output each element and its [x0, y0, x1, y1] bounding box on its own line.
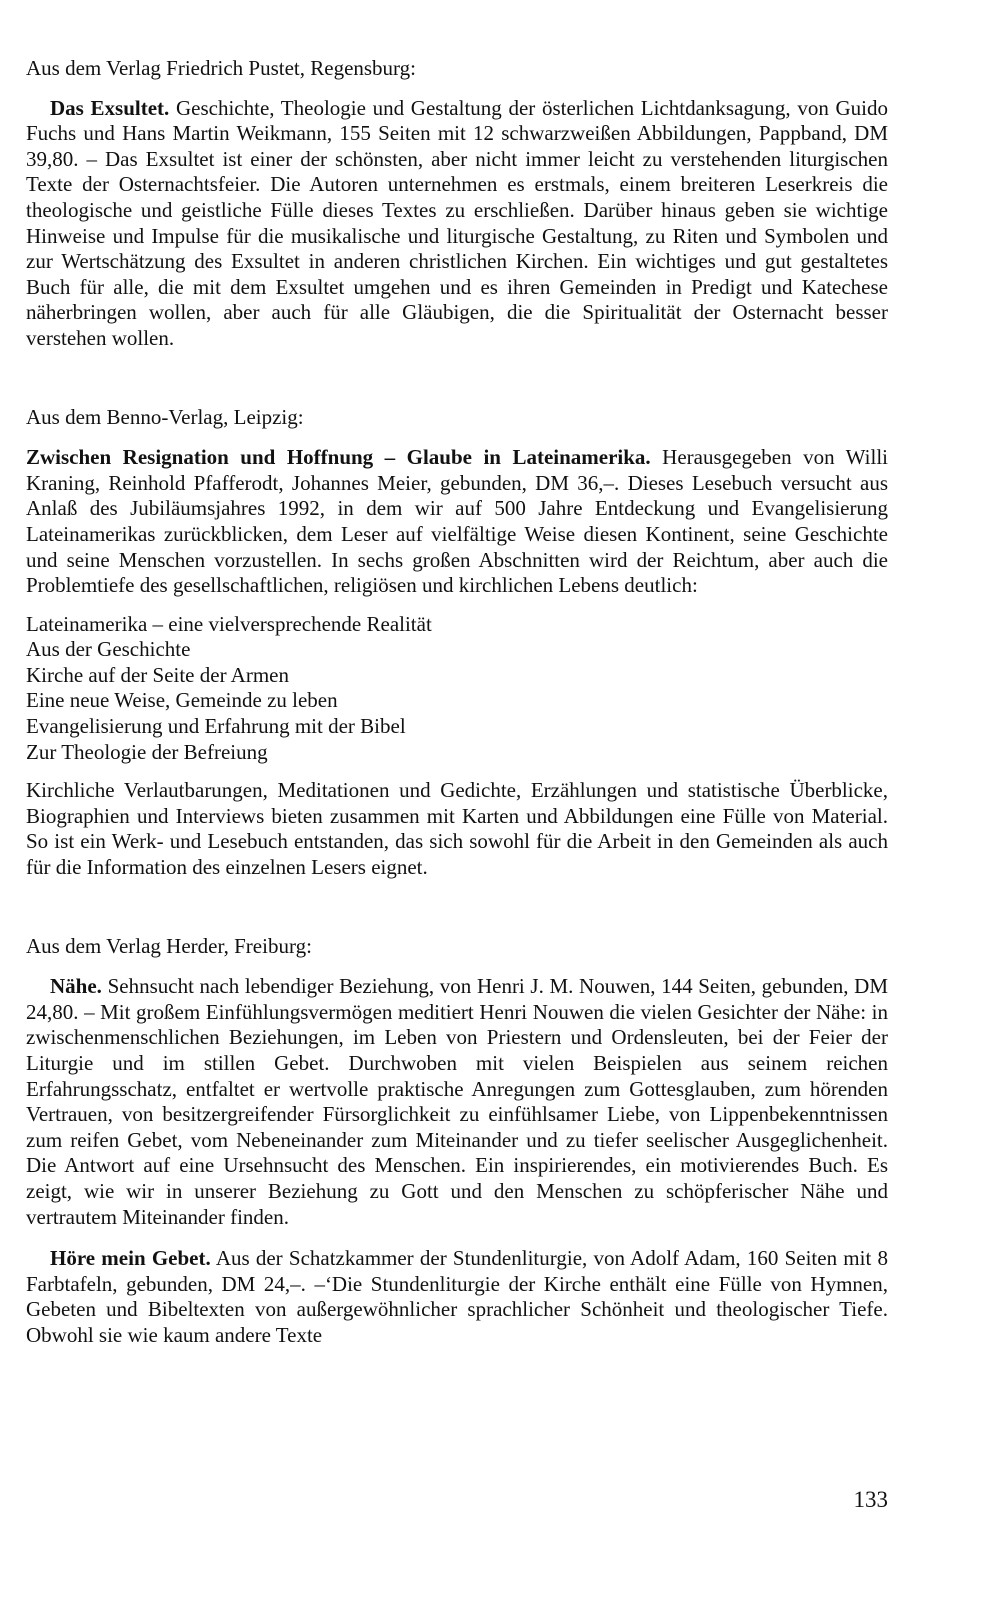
chapter-item: Eine neue Weise, Gemeinde zu leben [26, 688, 338, 713]
book-entry-naehe [26, 974, 888, 1230]
book-title-naehe: Nähe. [50, 974, 102, 999]
book-entry-exsultet [26, 96, 888, 352]
chapter-item: Evangelisierung und Erfahrung mit der Bibel [26, 714, 406, 739]
page-content [26, 56, 888, 1349]
closing-paragraph-lateinamerika: Kirchliche Verlautbarungen, Meditationen und Gedichte, Erzählungen und statistische Überblicke, Biographien und Interviews bieten zusammen mit Karten und Abbildungen eine Fülle von Material. So ist ein Werk- und Lesebuch entstanden, das sich sowohl für die Arbeit in den Gemeinden als auch für die Information des einzelnen Lesers eignet. [26, 778, 888, 880]
publisher-heading-pustet: Aus dem Verlag Friedrich Pustet, Regensburg: [26, 56, 417, 80]
page-number: 133 [853, 1487, 888, 1512]
chapter-item: Zur Theologie der Befreiung [26, 739, 268, 764]
book-description-hoere-mein-gebet: Aus der Schatzkammer der Stundenliturgie, von Adolf Adam, 160 Seiten mit 8 Farbtafeln, gebunden, DM 24,–. –‘Die Stundenliturgie der Kirche enthält eine Fülle von Hymnen, Gebeten und Bibeltexten von außergewöhnlicher sprachlicher Schönheit und theologischer Tiefe. Obwohl sie wie kaum andere Texte [26, 1246, 888, 1347]
book-description-naehe: Sehnsucht nach lebendiger Beziehung, von Henri J. M. Nouwen, 144 Seiten, gebunden, DM 24,80. – Mit großem Einfühlungsvermögen meditiert Henri Nouwen die vielen Gesichter der Nähe: in zwischenmenschlichen Beziehungen, im Leben von Priestern und Ordensleuten, bei der Feier der Liturgie und im stillen Gebet. Durchwoben mit vielen Beispielen aus seinem reichen Erfahrungsschatz, entfaltet er wertvolle praktische Anregungen zum Gottesglauben, zum hörenden Vertrauen, von besitzergreifender Fürsorglichkeit zu einfühlsamer Liebe, von Lippenbekenntnissen zum reifen Gebet, vom Nebeneinander zum Miteinander und zu tiefer seelischer Ausgeglichenheit. Die Antwort auf eine Ursehnsucht des Menschen. Ein inspirierendes, ein motivierendes Buch. Es zeigt, wie wir in unserer Beziehung zu Gott und den Menschen zu schöpferischer Nähe und vertrautem Miteinander finden. [26, 974, 889, 1229]
book-entry-lateinamerika [26, 445, 888, 599]
publisher-heading-benno: Aus dem Benno-Verlag, Leipzig: [26, 404, 304, 429]
book-entry-hoere-mein-gebet [26, 1246, 888, 1348]
publisher-heading-herder: Aus dem Verlag Herder, Freiburg: [26, 933, 312, 958]
chapter-item: Kirche auf der Seite der Armen [26, 662, 289, 687]
book-description-exsultet: Geschichte, Theologie und Gestaltung der österlichen Lichtdanksagung, von Guido Fuchs und Hans Martin Weikmann, 155 Seiten mit 12 schwarzweißen Abbildungen, Pappband, DM 39,80. – Das Exsultet ist einer der schönsten, aber nicht immer leicht zu verstehenden liturgischen Texte der Osternachtsfeier. Die Autoren unternehmen es erstmals, einem breiteren Leserkreis die theologische und geistliche Fülle dieses Textes zu erschließen. Darüber hinaus geben sie wichtige Hinweise und Impulse für die musikalische und liturgische Gestaltung, zu Riten und Symbolen und zur Wertschätzung des Exsultet in anderen christlichen Kirchen. Ein wichtiges und gut gestaltetes Buch für alle, die mit dem Exsultet umgehen und es ihren Gemeinden in Predigt und Katechese näherbringen wollen, aber auch für alle Gläubigen, die die Spiritualität der Osternacht besser verstehen wollen. [26, 95, 889, 350]
book-title-lateinamerika: Zwischen Resignation und Hoffnung – Glaube in Lateinamerika. [26, 445, 651, 470]
chapter-item: Aus der Geschichte [26, 637, 191, 662]
chapter-list [26, 612, 888, 766]
chapter-item: Lateinamerika – eine vielversprechende Realität [26, 611, 432, 636]
book-description-lateinamerika: Herausgegeben von Willi Kraning, Reinhold Pfafferodt, Johannes Meier, gebunden, DM 36,–. Dieses Lesebuch versucht aus Anlaß des Jubiläumsjahres 1992, in dem wir auf 500 Jahre Entdeckung und Evangelisierung Lateinamerikas zurückblicken, dem Leser auf vielfältige Weise diesen Kontinent, seine Geschichte und seine Menschen vorzustellen. In sechs großen Abschnitten wird der Reichtum, aber auch die Problemtiefe des gesellschaftlichen, religiösen und kirchlichen Lebens deutlich: [26, 445, 888, 598]
book-title-exsultet: Das Exsultet. [50, 95, 170, 120]
book-title-hoere-mein-gebet: Höre mein Gebet. [50, 1246, 211, 1271]
